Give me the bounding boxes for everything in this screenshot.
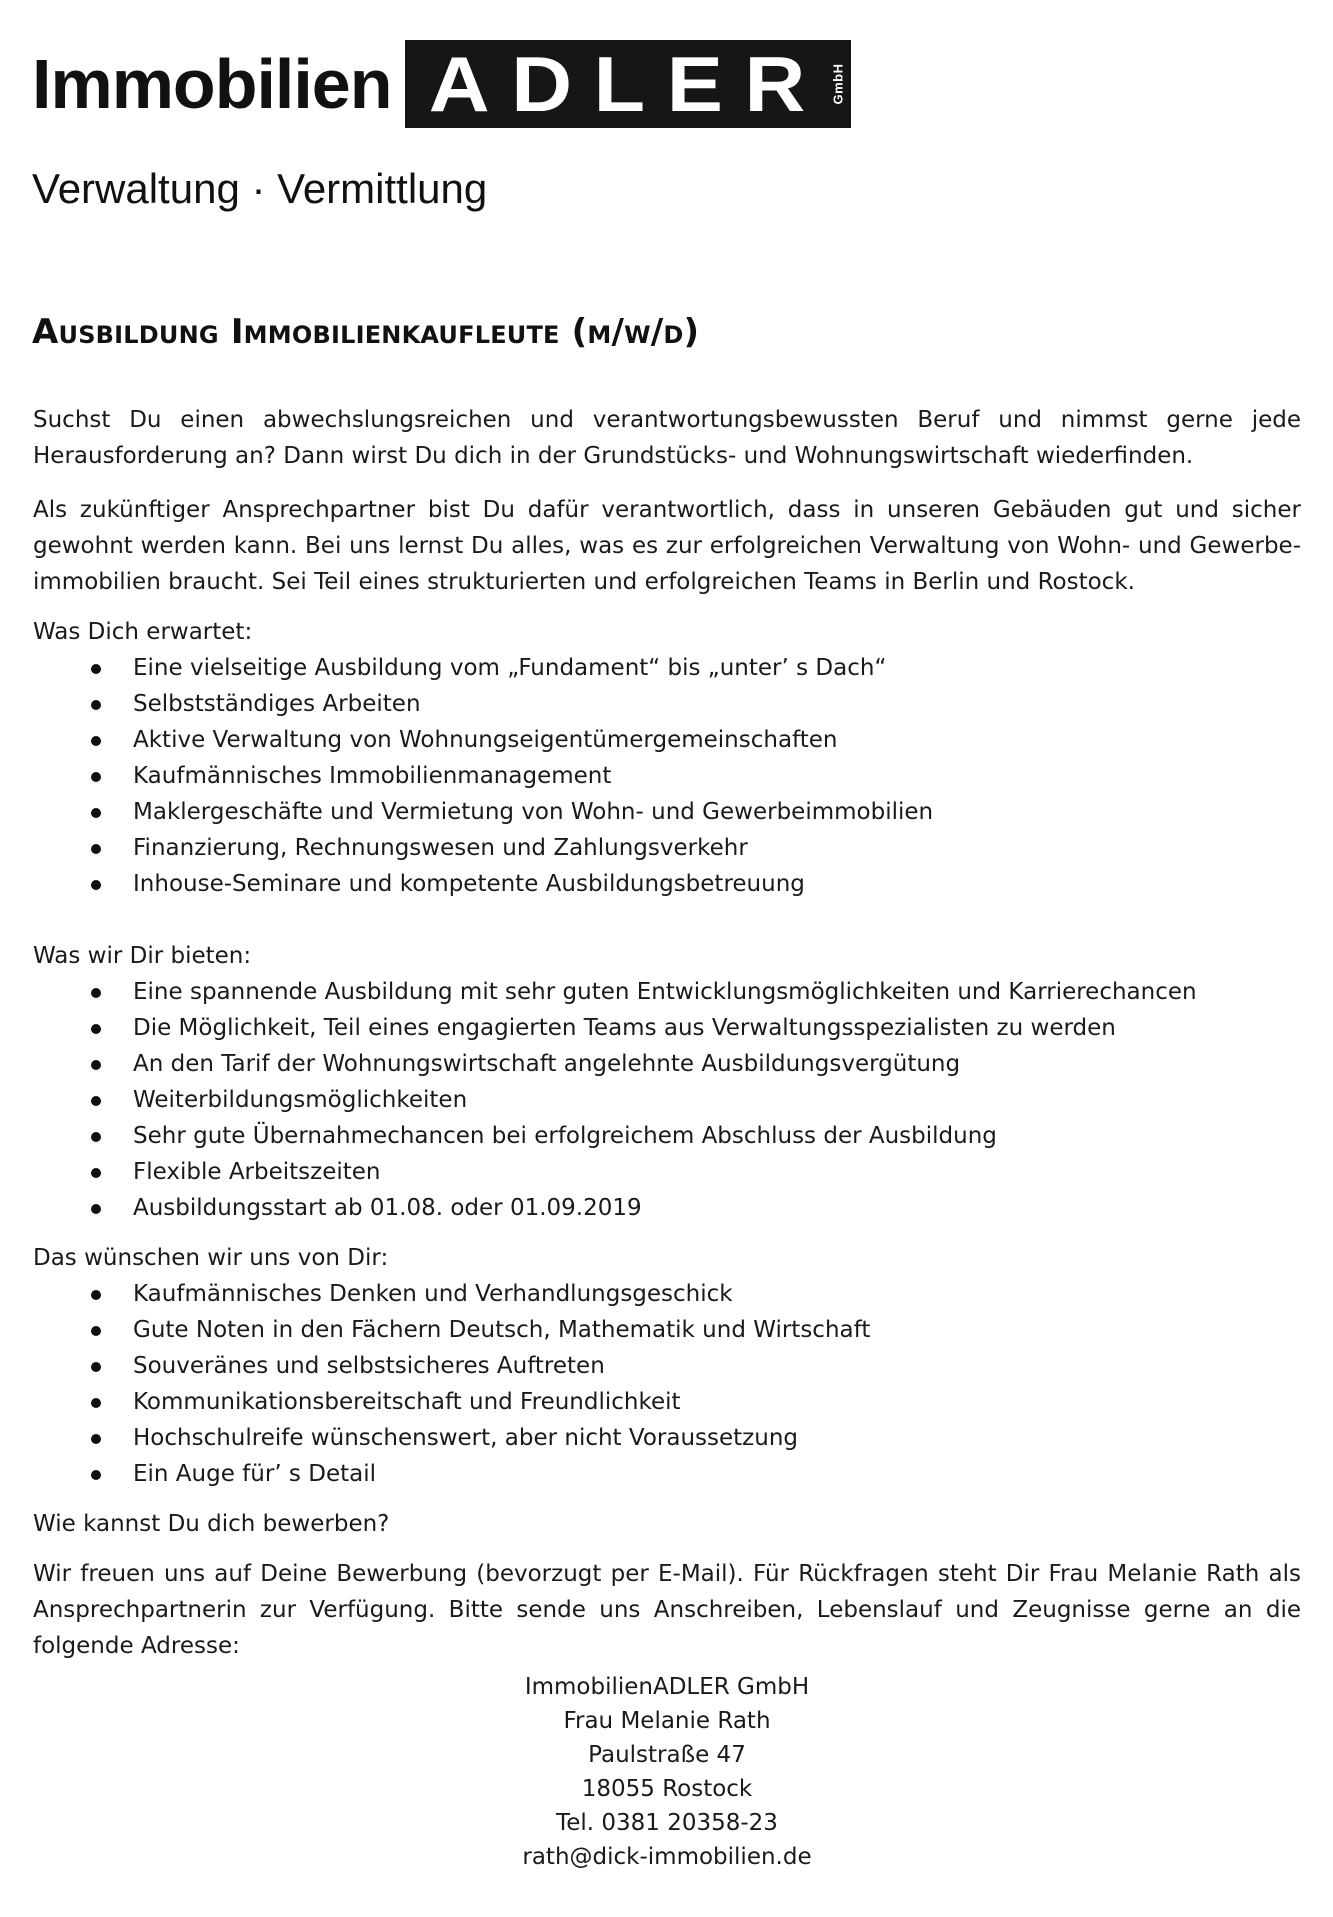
section-label-wish: Das wünschen wir uns von Dir: bbox=[33, 1245, 389, 1271]
address-company: ImmobilienADLER GmbH bbox=[524, 1674, 810, 1700]
contact-address bbox=[33, 1670, 1301, 1874]
list-item-text: Flexible Arbeitszeiten bbox=[133, 1159, 381, 1185]
list-item-text: Ausbildungsstart ab 01.08. oder 01.09.2019 bbox=[133, 1195, 642, 1221]
list-item bbox=[33, 1348, 1301, 1384]
bullet-icon bbox=[91, 844, 101, 854]
list-item bbox=[33, 722, 1301, 758]
list-item-text: Eine vielseitige Ausbildung vom „Fundament“ bis „unter’ s Dach“ bbox=[133, 655, 887, 681]
bullet-icon bbox=[91, 1470, 101, 1480]
list-item bbox=[33, 1420, 1301, 1456]
bullet-icon bbox=[91, 700, 101, 710]
list-item bbox=[33, 650, 1301, 686]
list-item-text: Finanzierung, Rechnungswesen und Zahlungsverkehr bbox=[133, 835, 748, 861]
bullet-icon bbox=[91, 772, 101, 782]
wish-list bbox=[33, 1276, 1301, 1492]
list-item-text: Die Möglichkeit, Teil eines engagierten Teams aus Verwaltungsspezialisten zu werden bbox=[133, 1015, 1116, 1041]
bullet-icon bbox=[91, 1398, 101, 1408]
list-item bbox=[33, 974, 1301, 1010]
apply-question: Wie kannst Du dich bewerben? bbox=[33, 1511, 390, 1537]
list-item-text: Kaufmännisches Denken und Verhandlungsgeschick bbox=[133, 1281, 733, 1307]
logo-brand-text: ADLER bbox=[429, 40, 828, 128]
bullet-icon bbox=[91, 1168, 101, 1178]
list-item bbox=[33, 1276, 1301, 1312]
list-item-text: Aktive Verwaltung von Wohnungseigentümergemeinschaften bbox=[133, 727, 838, 753]
list-item bbox=[33, 830, 1301, 866]
list-item-text: Hochschulreife wünschenswert, aber nicht Voraussetzung bbox=[133, 1425, 798, 1451]
list-item bbox=[33, 1046, 1301, 1082]
list-item-text: Gute Noten in den Fächern Deutsch, Mathematik und Wirtschaft bbox=[133, 1317, 871, 1343]
list-item-text: Souveränes und selbstsicheres Auftreten bbox=[133, 1353, 605, 1379]
list-item bbox=[33, 1190, 1301, 1226]
list-item bbox=[33, 866, 1301, 902]
intro-paragraph: Als zukünftiger Ansprechpartner bist Du dafür verantwortlich, dass in unseren Gebäuden gut und sicher gewohnt werden kann. Bei uns lernst Du alles, was es zur erfolgreichen Verwaltung von Wohn- und Gewerbe-immobilien braucht. Sei Teil eines strukturierten und erfolgreichen Teams in Berlin und Rostock. bbox=[33, 497, 1301, 595]
bullet-icon bbox=[91, 1096, 101, 1106]
list-item-text: Kaufmännisches Immobilienmanagement bbox=[133, 763, 612, 789]
list-item-text: Eine spannende Ausbildung mit sehr guten Entwicklungsmöglichkeiten und Karrierechancen bbox=[133, 979, 1197, 1005]
bullet-icon bbox=[91, 736, 101, 746]
bullet-icon bbox=[91, 1132, 101, 1142]
list-item bbox=[33, 686, 1301, 722]
list-item-text: Sehr gute Übernahmechancen bei erfolgreichem Abschluss der Ausbildung bbox=[133, 1123, 997, 1149]
bullet-icon bbox=[91, 1290, 101, 1300]
bullet-icon bbox=[91, 1204, 101, 1214]
bullet-icon bbox=[91, 880, 101, 890]
logo-brand-box bbox=[405, 40, 851, 128]
bullet-icon bbox=[91, 988, 101, 998]
bullet-icon bbox=[91, 664, 101, 674]
list-item bbox=[33, 1456, 1301, 1492]
company-logo bbox=[32, 36, 851, 132]
list-item bbox=[33, 758, 1301, 794]
address-email: rath@dick-immobilien.de bbox=[522, 1844, 812, 1870]
address-contact: Frau Melanie Rath bbox=[563, 1708, 771, 1734]
address-street: Paulstraße 47 bbox=[588, 1742, 746, 1768]
list-item bbox=[33, 1384, 1301, 1420]
list-item-text: An den Tarif der Wohnungswirtschaft angelehnte Ausbildungsvergütung bbox=[133, 1051, 961, 1077]
list-item-text: Kommunikationsbereitschaft und Freundlichkeit bbox=[133, 1389, 681, 1415]
list-item-text: Weiterbildungsmöglichkeiten bbox=[133, 1087, 468, 1113]
posting-body bbox=[33, 402, 1301, 1874]
page-title: Ausbildung Immobilienkaufleute (m/w/d) bbox=[32, 312, 700, 352]
logo-legal-form: GmbH bbox=[830, 63, 846, 105]
bullet-icon bbox=[91, 1326, 101, 1336]
list-item-text: Inhouse-Seminare und kompetente Ausbildungsbetreuung bbox=[133, 871, 805, 897]
list-item-text: Maklergeschäfte und Vermietung von Wohn- und Gewerbeimmobilien bbox=[133, 799, 934, 825]
bullet-icon bbox=[91, 1434, 101, 1444]
intro-paragraph: Suchst Du einen abwechslungsreichen und verantwortungsbewussten Beruf und nimmst gerne jede Herausforderung an? Dann wirst Du dich in der Grundstücks- und Wohnungswirtschaft wiederfinden. bbox=[33, 407, 1301, 469]
company-tagline: Verwaltung · Vermittlung bbox=[32, 165, 488, 212]
logo-word: Immobilien bbox=[32, 45, 392, 123]
list-item bbox=[33, 1118, 1301, 1154]
offer-list bbox=[33, 974, 1301, 1226]
expect-list bbox=[33, 650, 1301, 902]
address-phone: Tel. 0381 20358-23 bbox=[556, 1810, 778, 1836]
list-item bbox=[33, 794, 1301, 830]
bullet-icon bbox=[91, 1024, 101, 1034]
section-label-expect: Was Dich erwartet: bbox=[33, 619, 253, 645]
list-item bbox=[33, 1154, 1301, 1190]
list-item bbox=[33, 1082, 1301, 1118]
address-city: 18055 Rostock bbox=[581, 1776, 753, 1802]
list-item-text: Selbstständiges Arbeiten bbox=[133, 691, 421, 717]
list-item bbox=[33, 1312, 1301, 1348]
apply-paragraph: Wir freuen uns auf Deine Bewerbung (bevorzugt per E-Mail). Für Rückfragen steht Dir Frau Melanie Rath als Ansprechpartnerin zur Verfügung. Bitte sende uns Anschreiben, Lebenslauf und Zeugnisse gerne an die folgende Adresse: bbox=[33, 1561, 1301, 1659]
section-label-offer: Was wir Dir bieten: bbox=[33, 943, 252, 969]
bullet-icon bbox=[91, 1362, 101, 1372]
bullet-icon bbox=[91, 1060, 101, 1070]
list-item-text: Ein Auge für’ s Detail bbox=[133, 1461, 376, 1487]
list-item bbox=[33, 1010, 1301, 1046]
bullet-icon bbox=[91, 808, 101, 818]
